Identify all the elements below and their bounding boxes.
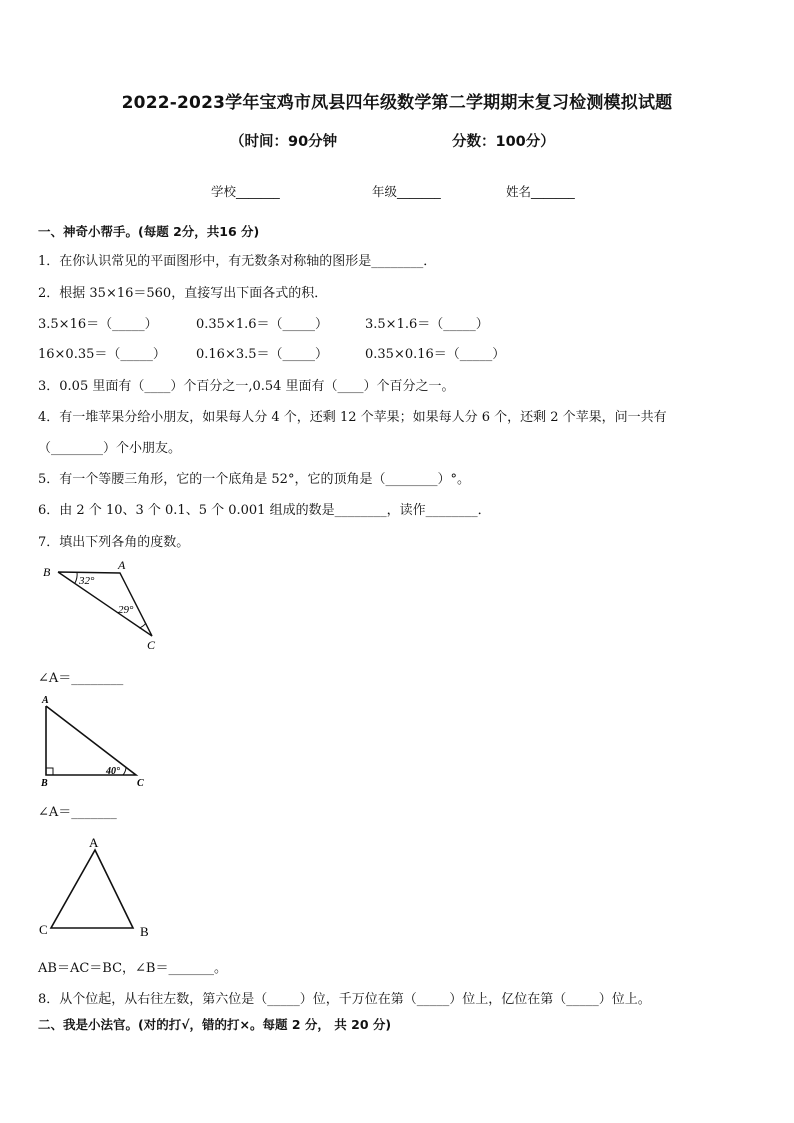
exam-score: 分数：100分） bbox=[452, 134, 555, 150]
question-5: 5．有一个等腰三角形，它的一个底角是 52°，它的顶角是（________）°。 bbox=[38, 472, 470, 487]
question-8: 8．从个位起，从右往左数，第六位是（_____）位，千万位在第（_____）位上，亿位在第（_____）位上。 bbox=[38, 992, 651, 1007]
question-7: 7．填出下列各角的度数。 bbox=[38, 535, 190, 550]
question-2: 2．根据 35×16＝560，直接写出下面各式的积． bbox=[38, 286, 328, 301]
q2-item-6: 0.35×0.16＝（_____） bbox=[365, 347, 506, 362]
fig2-vertex-a: A bbox=[42, 695, 49, 706]
grade-field: 年级_______ bbox=[372, 184, 441, 199]
fig3-vertex-c: C bbox=[39, 922, 48, 937]
triangle-figure-2 bbox=[36, 692, 156, 792]
question-6: 6．由 2 个 10、3 个 0.1、5 个 0.001 组成的数是________，读作________． bbox=[38, 503, 491, 518]
fig1-angle-b: 32° bbox=[79, 575, 95, 587]
q2-item-2: 0.35×1.6＝（_____） bbox=[196, 317, 329, 332]
fig1-angle-c: 29° bbox=[118, 604, 134, 616]
fig3-vertex-b: B bbox=[140, 924, 149, 939]
question-4-line-1: 4．有一堆苹果分给小朋友，如果每人分 4 个，还剩 12 个苹果；如果每人分 6 个，还剩 2 个苹果，问一共有 bbox=[38, 410, 667, 425]
fig1-vertex-b: B bbox=[43, 565, 51, 579]
section-2-heading: 二、我是小法官。(对的打√，错的打×。每题 2 分， 共 20 分) bbox=[38, 1017, 392, 1032]
q2-item-5: 0.16×3.5＝（_____） bbox=[196, 347, 329, 362]
page-title: 2022-2023学年宝鸡市凤县四年级数学第二学期期末复习检测模拟试题 bbox=[121, 93, 673, 113]
question-1: 1．在你认识常见的平面图形中，有无数条对称轴的图形是________． bbox=[38, 254, 437, 269]
triangle-figure-1 bbox=[36, 560, 176, 656]
section-1-heading: 一、神奇小帮手。(每题 2分，共16 分) bbox=[38, 224, 260, 239]
fig2-vertex-c: C bbox=[137, 778, 144, 789]
school-field: 学校_______ bbox=[211, 184, 280, 199]
triangle-figure-3 bbox=[36, 832, 166, 944]
fig3-vertex-a: A bbox=[89, 835, 99, 850]
fig1-vertex-c: C bbox=[147, 638, 156, 652]
q2-item-1: 3.5×16＝（_____） bbox=[38, 317, 158, 332]
exam-time: （时间：90分钟 bbox=[230, 134, 338, 150]
answer-3: AB＝AC＝BC，∠B＝_______。 bbox=[38, 961, 227, 976]
fig1-vertex-a: A bbox=[118, 560, 126, 572]
fig2-vertex-b: B bbox=[41, 778, 48, 789]
name-field: 姓名_______ bbox=[506, 184, 575, 199]
fig2-angle-c: 40° bbox=[106, 766, 120, 777]
answer-1: ∠A＝________ bbox=[38, 671, 124, 686]
q2-item-4: 16×0.35＝（_____） bbox=[38, 347, 166, 362]
question-3: 3．0.05 里面有（____）个百分之一,0.54 里面有（____）个百分之一。 bbox=[38, 379, 455, 394]
q2-item-3: 3.5×1.6＝（_____） bbox=[365, 317, 489, 332]
answer-2: ∠A＝_______ bbox=[38, 805, 117, 820]
question-4-line-2: （________）个小朋友。 bbox=[38, 441, 182, 456]
